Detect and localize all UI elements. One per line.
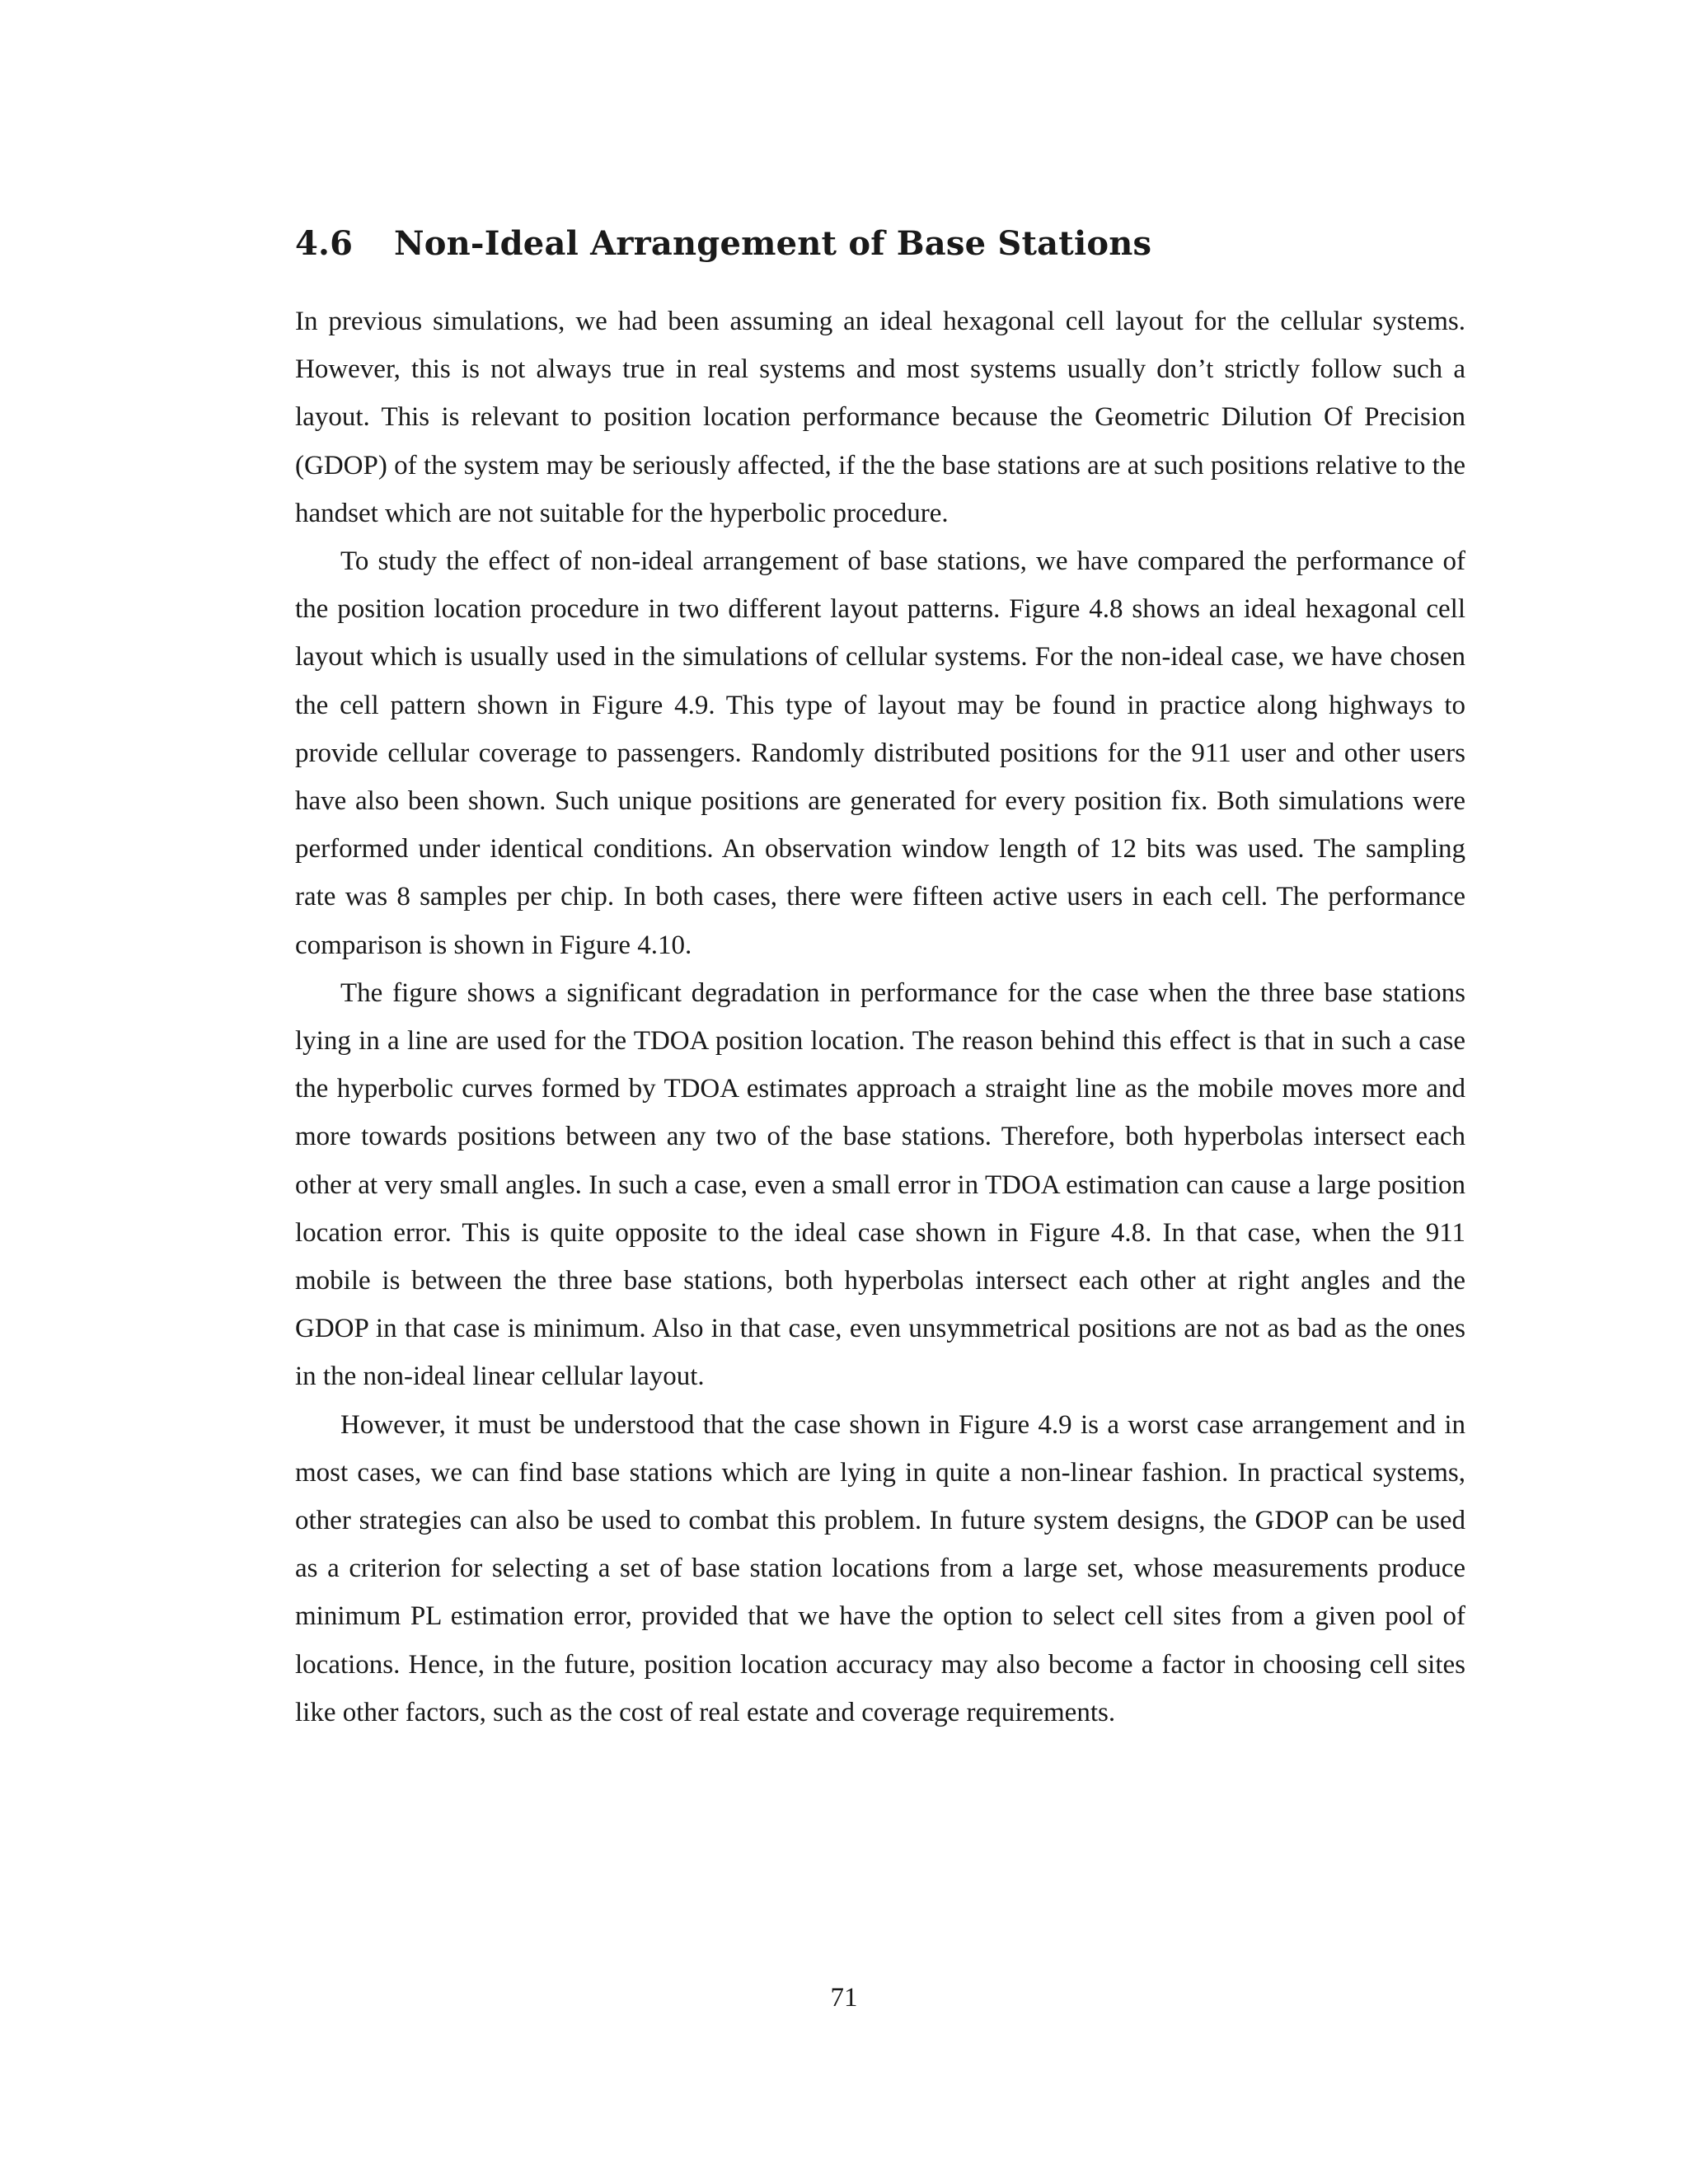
paragraph-conclusion: However, it must be understood that the case shown in Figure 4.9 is a worst case arrangement and in most cases, we can find base stations which are lying in quite a non-linear fashion. In practical systems, other strategies can also be used to combat this problem. In future system designs, the GDOP can be used as a criterion for selecting a set of base station locations from a large set, whose measurements produce minimum PL estimation error, provided that we have the option to select cell sites from a given pool of locations. Hence, in the future, position location accuracy may also become a factor in choosing cell sites like other factors, such as the cost of real estate and coverage requirements.: [295, 1409, 1465, 1727]
section-heading: [295, 221, 1465, 267]
section-number: 4.6: [295, 224, 354, 263]
page-number: 71: [830, 1983, 858, 2013]
paragraph-degradation: The figure shows a significant degradation in performance for the case when the three base stations lying in a line are used for the TDOA position location. The reason behind this effect is that in such a case the hyperbolic curves formed by TDOA estimates approach a straight line as the mobile moves more and more towards positions between any two of the base stations. Therefore, both hyperbolas intersect each other at very small angles. In such a case, even a small error in TDOA estimation can cause a large position location error. This is quite opposite to the ideal case shown in Figure 4.8. In that case, when the 911 mobile is between the three base stations, both hyperbolas intersect each other at right angles and the GDOP in that case is minimum. Also in that case, even unsymmetrical positions are not as bad as the ones in the non-ideal linear cellular layout.: [295, 977, 1465, 1392]
paragraph-layout-comparison: To study the effect of non-ideal arrangement of base stations, we have compared the performance of the position location procedure in two different layout patterns. Figure 4.8 shows an ideal hexagonal cell layout which is usually used in the simulations of cellular systems. For the non-ideal case, we have chosen the cell pattern shown in Figure 4.9. This type of layout may be found in practice along highways to provide cellular coverage to passengers. Randomly distributed positions for the 911 user and other users have also been shown. Such unique positions are generated for every position fix. Both simulations were performed under identical conditions. An observation window length of 12 bits was used. The sampling rate was 8 samples per chip. In both cases, there were fifteen active users in each cell. The performance comparison is shown in Figure 4.10.: [295, 546, 1465, 960]
paragraph-intro: In previous simulations, we had been assuming an ideal hexagonal cell layout for the cellular systems. However, this is not always true in real systems and most systems usually don’t strictly follow such a layout. This is relevant to position location performance because the Geometric Dilution Of Precision (GDOP) of the system may be seriously affected, if the the base stations are at such positions relative to the handset which are not suitable for the hyperbolic procedure.: [295, 307, 1465, 528]
page-body: [295, 221, 1465, 1736]
section-title: Non-Ideal Arrangement of Base Stations: [394, 224, 1152, 263]
